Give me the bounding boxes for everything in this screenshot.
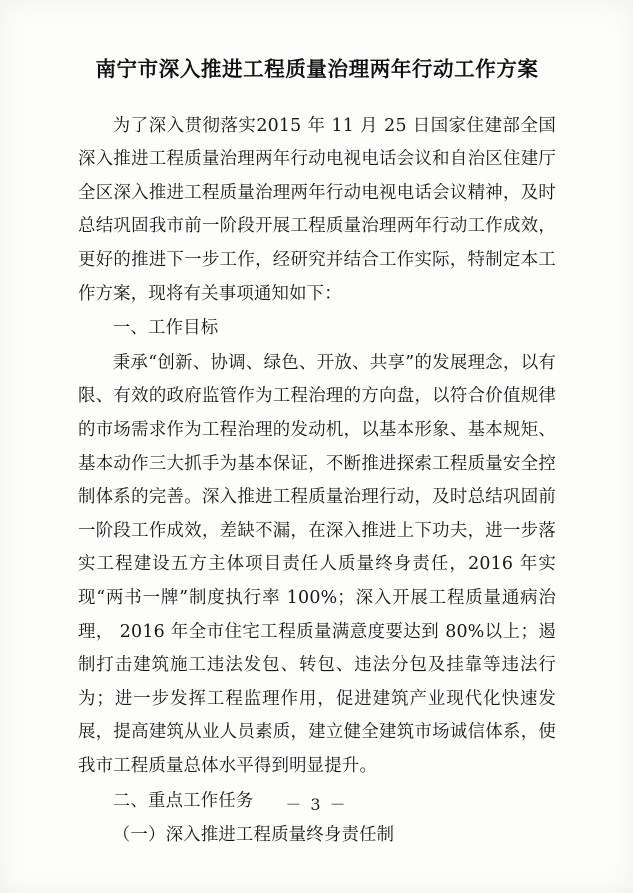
subsection-heading-lifetime-responsibility: （一）深入推进工程质量终身责任制 — [112, 825, 395, 846]
paragraph-intro: 为了深入贯彻落实2015 年 11 月 25 日国家住建部全国深入推进工程质量治理两年行动电视电话会议和自治区住建厅全区深入推进工程质量治理两年行动电视电话会议精神，及时总结巩固我市前一阶段开展工程质量治理两年行动工作成效，更好的推进下一步工作，经研究并结合工作实际，特制定本工作方案，现将有关事项通知如下： — [78, 115, 556, 304]
paragraph-goals-body: 秉承“创新、协调、绿色、开放、共享”的发展理念，以有限、有效的政府监管作为工程治理的方向盘，以符合价值规律的市场需求作为工程治理的发动机，以基本形象、基本规矩、基本动作三大抓手为基本保证，不断推进探索工程质量安全控制体系的完善。深入推进工程质量治理行动，及时总结巩固前一阶段工作成效，差缺不漏，在深入推进上下功夫，进一步落实工程建设五方主体项目责任人质量终身责任，2016 年实现“两书一牌”制度执行率 100%；深入开展工程质量通病治理， 2016 年全市住宅工程质量满意度要达到 80%以上；遏制打击建筑施工违法发包、转包、违法分包及挂靠等违法行为；进一步发挥工程监理作用，促进建筑产业现代化快速发展，提高建筑从业人员素质，建立健全建筑市场诚信体系，使我市工程质量总体水平得到明显提升。 — [78, 352, 556, 776]
document-body — [78, 110, 556, 853]
section-heading-key-tasks: 二、重点工作任务 — [112, 790, 254, 811]
page-content — [78, 0, 556, 893]
section-heading-work-goals: 一、工作目标 — [112, 318, 219, 339]
page-number: － 3 － — [285, 795, 348, 814]
page-title: 南宁市深入推进工程质量治理两年行动工作方案 — [95, 57, 539, 81]
